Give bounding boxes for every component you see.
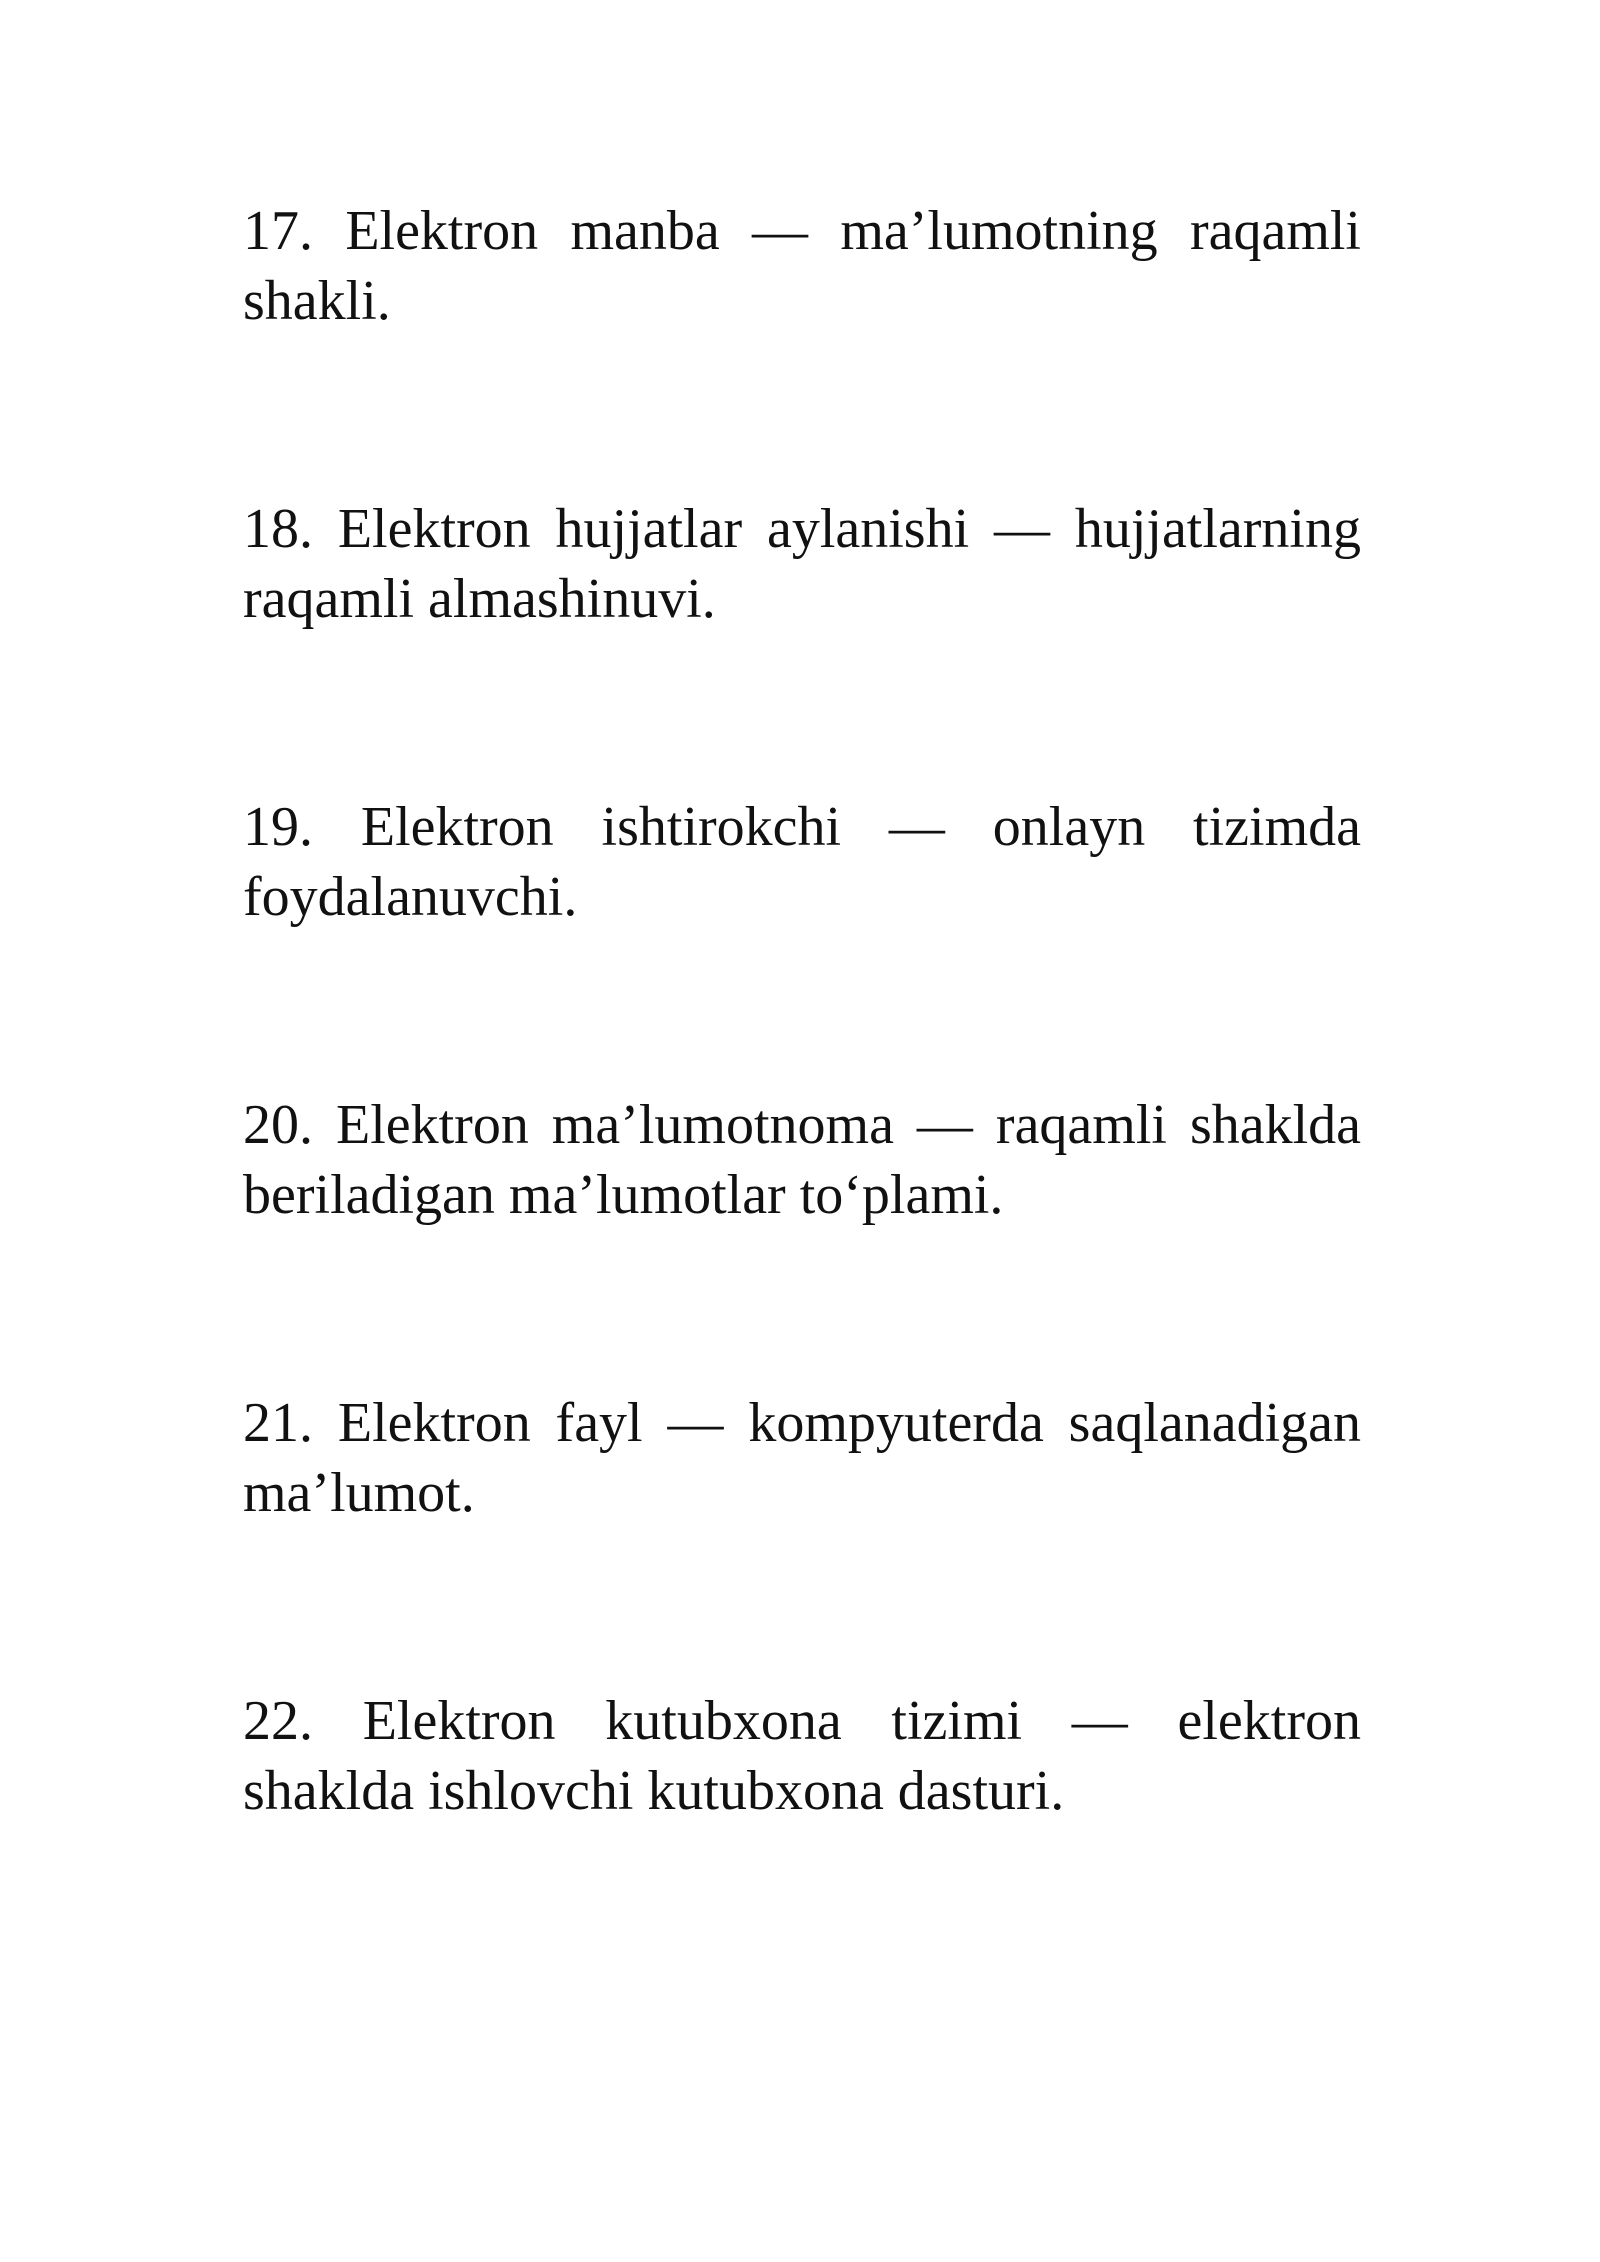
glossary-entry-21: [243, 1388, 1361, 1528]
glossary-entry-22: [243, 1686, 1361, 1826]
entry-text: 22. Elektron kutubxona tizimi — elektron shaklda ishlovchi kutubxona dasturi.: [243, 1690, 1361, 1822]
entry-text: 18. Elektron hujjatlar aylanishi — hujjatlarning raqamli almashinuvi.: [243, 498, 1361, 630]
glossary-list: [243, 196, 1361, 1826]
glossary-entry-19: [243, 792, 1361, 932]
entry-text: 17. Elektron manba — ma’lumotning raqamli shakli.: [243, 200, 1361, 332]
entry-text: 19. Elektron ishtirokchi — onlayn tizimda foydalanuvchi.: [243, 796, 1361, 928]
glossary-entry-18: [243, 494, 1361, 634]
entry-text: 21. Elektron fayl — kompyuterda saqlanadigan ma’lumot.: [243, 1392, 1361, 1524]
glossary-entry-20: [243, 1090, 1361, 1230]
glossary-entry-17: [243, 196, 1361, 336]
entry-text: 20. Elektron ma’lumotnoma — raqamli shaklda beriladigan ma’lumotlar to‘plami.: [243, 1094, 1361, 1226]
